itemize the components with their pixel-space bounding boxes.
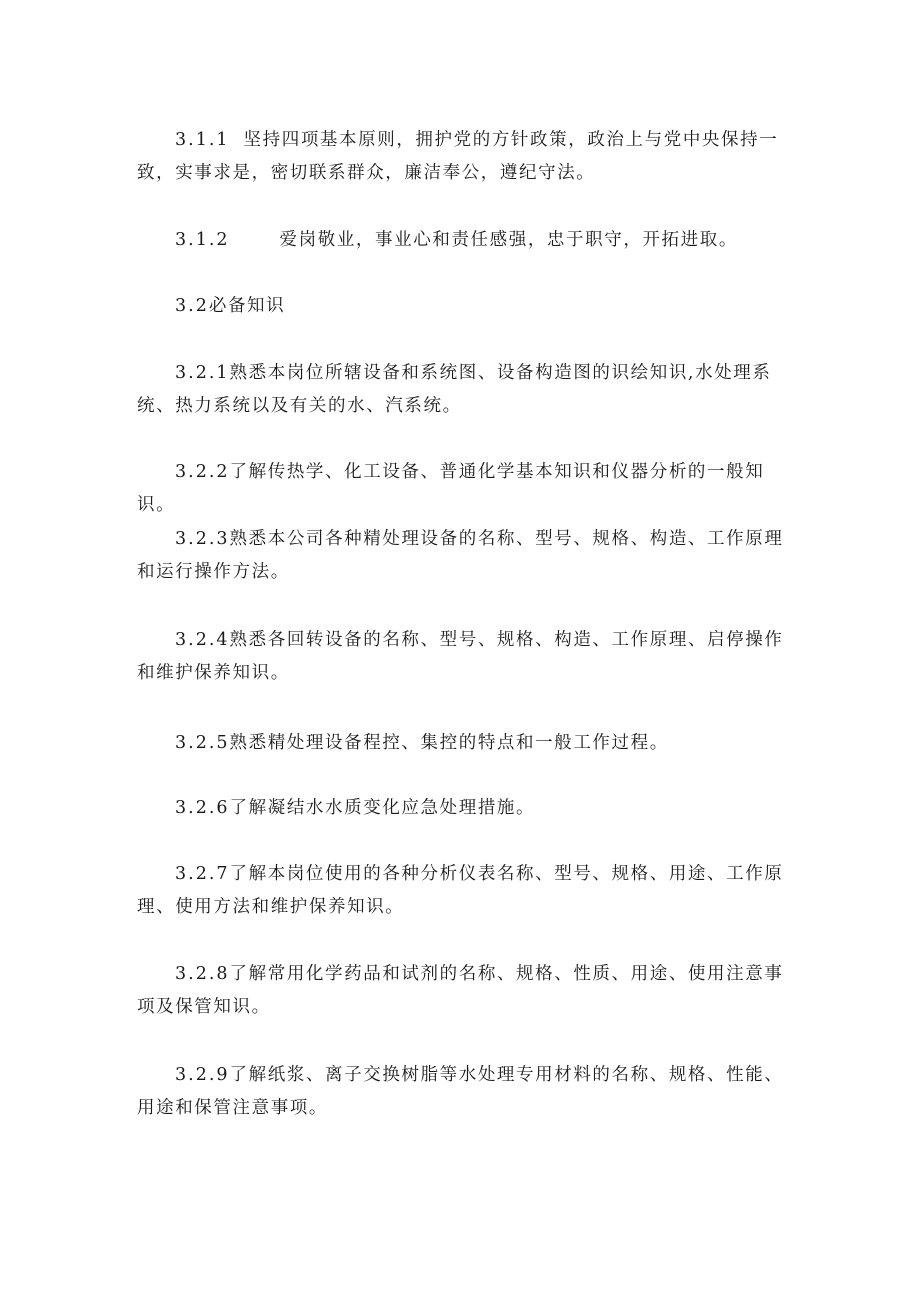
paragraph-3-2 (137, 290, 797, 323)
section-number: 3.2.2 (175, 462, 230, 482)
paragraph-text: 了解常用化学药品和试剂的名称、规格、性质、用途、使用注意事项及保管知识。 (137, 964, 784, 1017)
section-number: 3.1.1 (175, 130, 230, 150)
section-number: 3.2 (175, 296, 209, 316)
paragraph-text: 熟悉本岗位所辖设备和系统图、设备构造图的识绘知识,水处理系统、热力系统以及有关的水、汽系统。 (137, 363, 772, 416)
section-number: 3.2.3 (175, 529, 230, 549)
paragraph-text: 熟悉各回转设备的名称、型号、规格、构造、工作原理、启停操作和维护保养知识。 (137, 630, 784, 683)
paragraph-3-2-2 (137, 456, 797, 522)
paragraph-text: 爱岗敬业，事业心和责任感强，忠于职守，开拓进取。 (279, 230, 738, 250)
paragraph-3-1-1 (137, 124, 797, 190)
section-number: 3.2.5 (175, 733, 230, 753)
paragraph-text: 熟悉精处理设备程控、集控的特点和一般工作过程。 (229, 733, 669, 753)
paragraph-text: 必备知识 (208, 296, 286, 316)
section-number: 3.2.4 (175, 630, 230, 650)
section-number: 3.2.6 (175, 798, 230, 818)
paragraph-text: 了解凝结水水质变化应急处理措施。 (229, 798, 536, 818)
paragraph-text: 了解传热学、化工设备、普通化学基本知识和仪器分析的一般知识。 (137, 462, 765, 515)
section-number: 3.2.9 (175, 1065, 230, 1085)
paragraph-3-2-8 (137, 958, 797, 1024)
paragraph-3-1-2 (137, 224, 797, 257)
section-number: 3.2.1 (175, 363, 230, 383)
section-number: 3.1.2 (175, 230, 230, 250)
section-number: 3.2.8 (175, 964, 230, 984)
paragraph-text: 熟悉本公司各种精处理设备的名称、型号、规格、构造、工作原理和运行操作方法。 (137, 529, 784, 582)
paragraph-3-2-4 (137, 624, 797, 690)
paragraph-text: 了解纸浆、离子交换树脂等水处理专用材料的名称、规格、性能、用途和保管注意事项。 (137, 1065, 784, 1118)
paragraph-3-2-3 (137, 523, 797, 589)
paragraph-text: 坚持四项基本原则，拥护党的方针政策，政治上与党中央保持一致，实事求是，密切联系群众，廉洁奉公，遵纪守法。 (137, 130, 779, 183)
paragraph-3-2-5 (137, 727, 797, 760)
paragraph-3-2-9 (137, 1059, 797, 1125)
section-number: 3.2.7 (175, 864, 230, 884)
paragraph-3-2-1 (137, 357, 797, 423)
paragraph-3-2-6 (137, 792, 797, 825)
paragraph-3-2-7 (137, 858, 797, 924)
paragraph-text: 了解本岗位使用的各种分析仪表名称、型号、规格、用途、工作原理、使用方法和维护保养知识。 (137, 864, 784, 917)
